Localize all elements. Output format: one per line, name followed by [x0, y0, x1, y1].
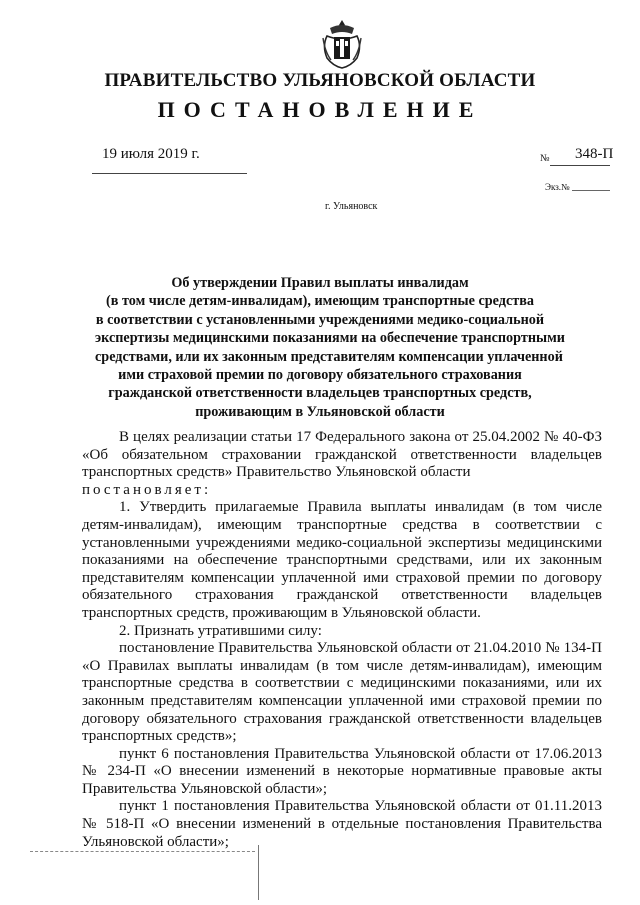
scan-artifact-line: [30, 851, 255, 852]
repealed-act-1: постановление Правительства Ульяновской области от 21.04.2010 № 134-П «О Правилах выплаты инвалидам (в том числе детям-инвалидам), имеющим транспортные средства в соответствии с медицинскими показаниями, или их законным представителям компенсации уплаченной ими страховой премии по договору обязательного страхования гражданской ответственности владельцев транспортных средств»;: [82, 640, 602, 745]
document-number: 348-П: [575, 146, 614, 162]
title-line: ими страховой премии по договору обязательного страхования: [118, 367, 522, 384]
item-2-paragraph: 2. Признать утратившими силу:: [119, 622, 322, 639]
copy-underline: [572, 190, 610, 191]
city: г. Ульяновск: [325, 201, 378, 212]
item-1-paragraph: 1. Утвердить прилагаемые Правила выплаты инвалидам (в том числе детям-инвалидам), имеющим транспортные средства в соответствии с установленными учреждениями медико-социальной экспертизы медицинскими показаниями на обеспечение транспортными средствами, или их законным представителям компенсации уплаченной ими страховой премии по договору обязательного страхования гражданской ответственности владельцев транспортных средств, проживающим в Ульяновской области.: [82, 499, 602, 621]
title-line: гражданской ответственности владельцев транспортных средств,: [108, 385, 532, 402]
intro-paragraph: В целях реализации статьи 17 Федерального закона от 25.04.2002 № 40-ФЗ «Об обязательном страховании гражданской ответственности владельцев транспортных средств» Правительство Ульяновской области: [82, 429, 602, 481]
ulyanovsk-coat-of-arms-icon: [321, 18, 363, 70]
number-underline: [550, 165, 610, 166]
document-date: 19 июля 2019 г.: [102, 146, 200, 162]
title-line: в соответствии с установленными учреждениями медико-социальной: [95, 311, 545, 328]
date-underline: [92, 173, 247, 174]
title-line: проживающим в Ульяновской области: [195, 403, 445, 420]
title-line: экспертизы медицинскими показаниями на обеспечение транспортными: [95, 330, 565, 347]
scan-artifact-edge: [258, 845, 259, 900]
government-title: ПРАВИТЕЛЬСТВО УЛЬЯНОВСКОЙ ОБЛАСТИ: [104, 70, 536, 91]
document-type: ПОСТАНОВЛЕНИЕ: [157, 97, 483, 122]
copy-label: Экз.№: [545, 182, 570, 192]
repealed-act-3: пункт 1 постановления Правительства Ульяновской области от 01.11.2013 № 518-П «О внесении изменений в отдельные постановления Правительства Ульяновской области»;: [82, 798, 602, 850]
decree-word: постановляет:: [82, 481, 212, 498]
title-line: (в том числе детям-инвалидам), имеющим транспортные средства: [106, 293, 534, 310]
document-title: [95, 274, 565, 421]
title-line: средствами, или их законным представителям компенсации уплаченной: [95, 348, 563, 365]
number-sign: №: [540, 153, 550, 164]
document-body: [82, 429, 602, 851]
title-line: Об утверждении Правил выплаты инвалидам: [171, 275, 469, 291]
repealed-act-2: пункт 6 постановления Правительства Ульяновской области от 17.06.2013 № 234-П «О внесении изменений в некоторые нормативные правовые акты Правительства Ульяновской области»;: [82, 745, 602, 797]
